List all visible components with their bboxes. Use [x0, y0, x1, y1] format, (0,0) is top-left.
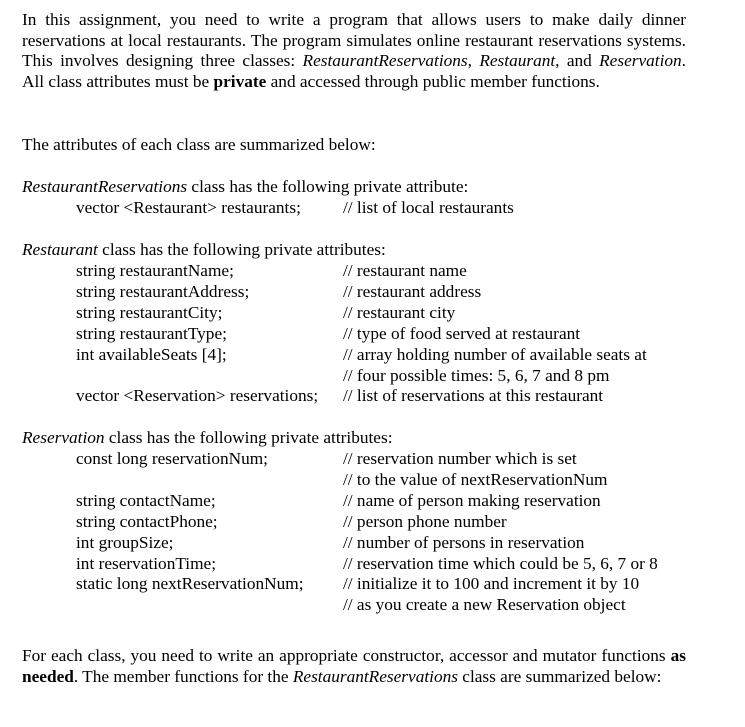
class-name: RestaurantReservations — [22, 177, 188, 196]
attribute-decl: string contactPhone; — [76, 512, 218, 531]
attribute-comment: // as you create a new Reservation object — [343, 595, 626, 614]
restaurantreservations-header — [22, 177, 468, 198]
attribute-decl: string contactName; — [76, 491, 216, 510]
closing-text: For each class, you need to write an appropriate constructor, accessor and mutator functions — [22, 646, 671, 665]
attribute-comment: // restaurant address — [343, 282, 482, 301]
intro-text: . All class attributes must be — [22, 51, 686, 91]
attribute-decl: string restaurantAddress; — [76, 282, 250, 301]
header-text: class has the following private attributes: — [97, 240, 386, 259]
reservation-header — [22, 428, 393, 449]
attribute-comment: // to the value of nextReservationNum — [343, 470, 608, 489]
closing-text: . The member functions for the — [73, 666, 293, 686]
attribute-decl: int reservationTime; — [76, 554, 216, 573]
intro-paragraph — [22, 10, 686, 92]
restaurant-header — [22, 240, 386, 261]
attribute-decl: vector <Restaurant> restaurants; — [76, 198, 301, 217]
closing-text: class are summarized below: — [457, 666, 662, 686]
as-needed-emphasis: as needed — [22, 646, 686, 686]
attribute-comment: // array holding number of available seats at — [343, 345, 647, 364]
attribute-comment: // name of person making reservation — [343, 491, 601, 510]
class-name: Restaurant — [22, 240, 98, 259]
attribute-comment: // four possible times: 5, 6, 7 and 8 pm — [343, 366, 610, 385]
header-text: class has the following private attribute: — [187, 177, 469, 196]
attribute-decl: string restaurantCity; — [76, 303, 223, 322]
class-name: Reservation — [22, 428, 105, 447]
intro-sep: , and — [555, 51, 600, 71]
class-name-restaurantreservations: RestaurantReservations — [292, 666, 458, 686]
class-name-restaurantreservations: RestaurantReservations — [302, 51, 468, 71]
attribute-comment: // restaurant name — [343, 261, 467, 280]
class-name-restaurant: Restaurant — [479, 51, 556, 71]
attribute-decl: int availableSeats [4]; — [76, 345, 227, 364]
closing-paragraph — [22, 646, 686, 687]
summary-line: The attributes of each class are summarized below: — [22, 135, 376, 154]
attribute-decl: const long reservationNum; — [76, 449, 268, 468]
private-emphasis: private — [213, 71, 267, 91]
intro-text: and accessed through public member functions. — [266, 71, 600, 91]
attribute-decl: string restaurantName; — [76, 261, 234, 280]
attribute-comment: // list of local restaurants — [343, 198, 514, 217]
intro-text: In this assignment, you need to write a program that allows users to make daily dinner reservations at local restaurants. The program simulates online restaurant reservations systems. This involves designing three classes: — [22, 10, 686, 71]
attribute-decl: string restaurantType; — [76, 324, 227, 343]
attribute-decl: vector <Reservation> reservations; — [76, 386, 319, 405]
attribute-comment: // restaurant city — [343, 303, 456, 322]
attribute-decl: static long nextReservationNum; — [76, 574, 304, 593]
attribute-comment: // reservation number which is set — [343, 449, 577, 468]
attribute-comment: // initialize it to 100 and increment it by 10 — [343, 574, 640, 593]
attribute-comment: // number of persons in reservation — [343, 533, 585, 552]
intro-sep: , — [467, 51, 480, 71]
attribute-comment: // list of reservations at this restaurant — [343, 386, 604, 405]
class-name-reservation: Reservation — [599, 51, 682, 71]
attribute-comment: // person phone number — [343, 512, 507, 531]
attribute-decl: int groupSize; — [76, 533, 174, 552]
attribute-comment: // reservation time which could be 5, 6, 7 or 8 — [343, 554, 658, 573]
attribute-comment: // type of food served at restaurant — [343, 324, 581, 343]
header-text: class has the following private attributes: — [104, 428, 393, 447]
